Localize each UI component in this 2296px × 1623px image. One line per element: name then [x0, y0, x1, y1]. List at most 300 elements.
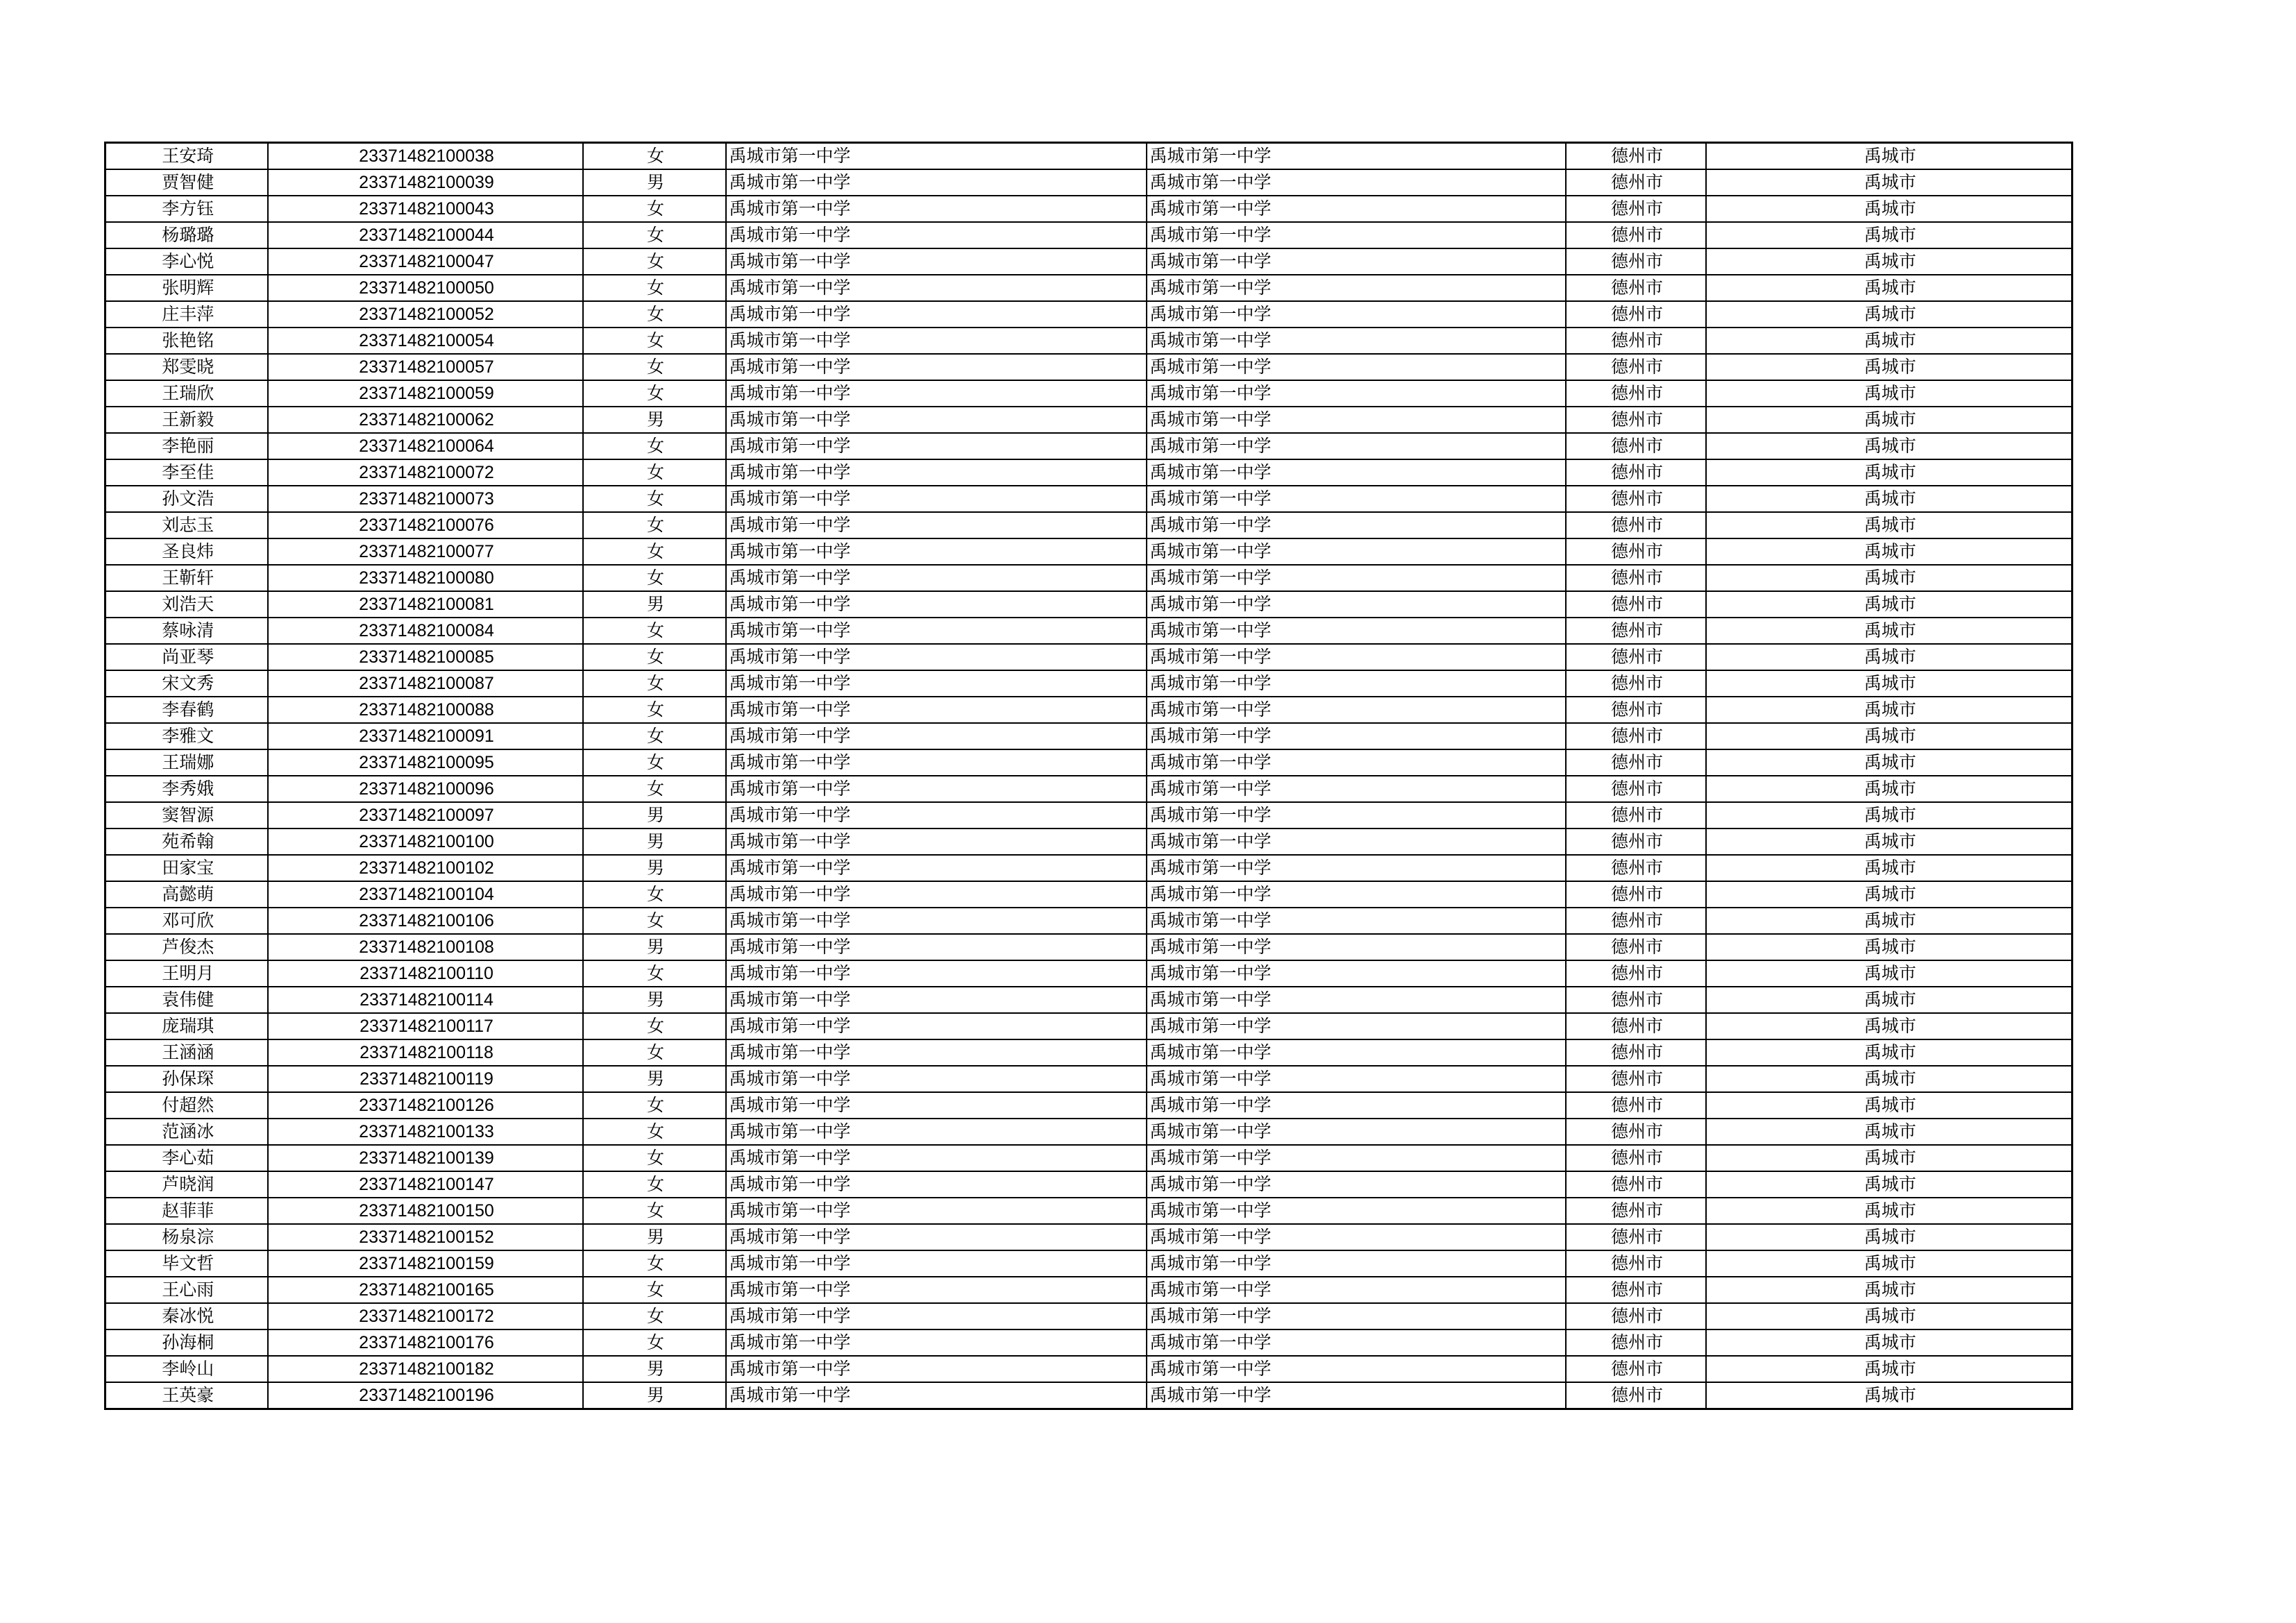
county-cell: 禹城市	[1706, 512, 2073, 538]
gender-cell: 女	[583, 196, 726, 222]
city-cell: 德州市	[1566, 565, 1706, 591]
admitting-school-cell: 禹城市第一中学	[1147, 1198, 1566, 1224]
county-cell: 禹城市	[1706, 1198, 2073, 1224]
table-row	[105, 1013, 2073, 1039]
exam-number-cell: 23371482100052	[268, 301, 583, 328]
exam-number-cell: 23371482100150	[268, 1198, 583, 1224]
admitting-school-cell: 禹城市第一中学	[1147, 1145, 1566, 1171]
graduating-school-cell: 禹城市第一中学	[726, 1039, 1147, 1066]
table-row	[105, 618, 2073, 644]
admitting-school-cell: 禹城市第一中学	[1147, 380, 1566, 407]
graduating-school-cell: 禹城市第一中学	[726, 248, 1147, 275]
city-cell: 德州市	[1566, 1303, 1706, 1329]
gender-cell: 女	[583, 1277, 726, 1303]
table-row	[105, 512, 2073, 538]
admitting-school-cell: 禹城市第一中学	[1147, 433, 1566, 459]
roster-body	[105, 143, 2073, 1409]
city-cell: 德州市	[1566, 486, 1706, 512]
county-cell: 禹城市	[1706, 248, 2073, 275]
admitting-school-cell: 禹城市第一中学	[1147, 1171, 1566, 1198]
gender-cell: 男	[583, 407, 726, 433]
county-cell: 禹城市	[1706, 697, 2073, 723]
student-name-cell: 田家宝	[105, 855, 268, 881]
graduating-school-cell: 禹城市第一中学	[726, 829, 1147, 855]
student-name-cell: 杨璐璐	[105, 222, 268, 248]
admitting-school-cell: 禹城市第一中学	[1147, 644, 1566, 670]
city-cell: 德州市	[1566, 1224, 1706, 1250]
city-cell: 德州市	[1566, 301, 1706, 328]
county-cell: 禹城市	[1706, 1066, 2073, 1092]
graduating-school-cell: 禹城市第一中学	[726, 618, 1147, 644]
county-cell: 禹城市	[1706, 829, 2073, 855]
county-cell: 禹城市	[1706, 1303, 2073, 1329]
city-cell: 德州市	[1566, 538, 1706, 565]
county-cell: 禹城市	[1706, 591, 2073, 618]
table-row	[105, 670, 2073, 697]
student-name-cell: 王新毅	[105, 407, 268, 433]
graduating-school-cell: 禹城市第一中学	[726, 1382, 1147, 1409]
table-row	[105, 1303, 2073, 1329]
gender-cell: 男	[583, 1224, 726, 1250]
gender-cell: 女	[583, 1303, 726, 1329]
county-cell: 禹城市	[1706, 618, 2073, 644]
exam-number-cell: 23371482100059	[268, 380, 583, 407]
student-name-cell: 刘浩天	[105, 591, 268, 618]
gender-cell: 女	[583, 565, 726, 591]
admitting-school-cell: 禹城市第一中学	[1147, 143, 1566, 170]
student-name-cell: 孙保琛	[105, 1066, 268, 1092]
graduating-school-cell: 禹城市第一中学	[726, 776, 1147, 802]
student-name-cell: 李岭山	[105, 1356, 268, 1382]
admitting-school-cell: 禹城市第一中学	[1147, 749, 1566, 776]
exam-number-cell: 23371482100100	[268, 829, 583, 855]
table-row	[105, 143, 2073, 170]
admitting-school-cell: 禹城市第一中学	[1147, 169, 1566, 196]
admitting-school-cell: 禹城市第一中学	[1147, 1224, 1566, 1250]
student-name-cell: 王瑞欣	[105, 380, 268, 407]
county-cell: 禹城市	[1706, 670, 2073, 697]
county-cell: 禹城市	[1706, 908, 2073, 934]
city-cell: 德州市	[1566, 354, 1706, 380]
admitting-school-cell: 禹城市第一中学	[1147, 222, 1566, 248]
admitting-school-cell: 禹城市第一中学	[1147, 486, 1566, 512]
county-cell: 禹城市	[1706, 1092, 2073, 1119]
exam-number-cell: 23371482100182	[268, 1356, 583, 1382]
county-cell: 禹城市	[1706, 960, 2073, 987]
graduating-school-cell: 禹城市第一中学	[726, 143, 1147, 170]
student-name-cell: 李秀娥	[105, 776, 268, 802]
student-name-cell: 李方钰	[105, 196, 268, 222]
student-name-cell: 赵菲菲	[105, 1198, 268, 1224]
table-row	[105, 1329, 2073, 1356]
table-row	[105, 1119, 2073, 1145]
graduating-school-cell: 禹城市第一中学	[726, 1066, 1147, 1092]
student-name-cell: 芦晓润	[105, 1171, 268, 1198]
city-cell: 德州市	[1566, 1119, 1706, 1145]
exam-number-cell: 23371482100038	[268, 143, 583, 170]
admitting-school-cell: 禹城市第一中学	[1147, 1382, 1566, 1409]
admitting-school-cell: 禹城市第一中学	[1147, 697, 1566, 723]
exam-number-cell: 23371482100126	[268, 1092, 583, 1119]
student-name-cell: 宋文秀	[105, 670, 268, 697]
exam-number-cell: 23371482100108	[268, 934, 583, 960]
student-name-cell: 尚亚琴	[105, 644, 268, 670]
county-cell: 禹城市	[1706, 644, 2073, 670]
graduating-school-cell: 禹城市第一中学	[726, 328, 1147, 354]
table-row	[105, 987, 2073, 1013]
city-cell: 德州市	[1566, 1277, 1706, 1303]
gender-cell: 男	[583, 934, 726, 960]
graduating-school-cell: 禹城市第一中学	[726, 987, 1147, 1013]
graduating-school-cell: 禹城市第一中学	[726, 1198, 1147, 1224]
table-row	[105, 1198, 2073, 1224]
graduating-school-cell: 禹城市第一中学	[726, 1356, 1147, 1382]
exam-number-cell: 23371482100106	[268, 908, 583, 934]
city-cell: 德州市	[1566, 934, 1706, 960]
gender-cell: 男	[583, 802, 726, 829]
gender-cell: 男	[583, 855, 726, 881]
exam-number-cell: 23371482100044	[268, 222, 583, 248]
city-cell: 德州市	[1566, 1329, 1706, 1356]
table-row	[105, 1250, 2073, 1277]
table-row	[105, 380, 2073, 407]
graduating-school-cell: 禹城市第一中学	[726, 459, 1147, 486]
graduating-school-cell: 禹城市第一中学	[726, 486, 1147, 512]
table-row	[105, 565, 2073, 591]
admitting-school-cell: 禹城市第一中学	[1147, 512, 1566, 538]
gender-cell: 女	[583, 1250, 726, 1277]
gender-cell: 男	[583, 169, 726, 196]
table-row	[105, 1277, 2073, 1303]
county-cell: 禹城市	[1706, 301, 2073, 328]
student-name-cell: 贾智健	[105, 169, 268, 196]
table-row	[105, 776, 2073, 802]
table-row	[105, 1356, 2073, 1382]
student-name-cell: 李艳丽	[105, 433, 268, 459]
graduating-school-cell: 禹城市第一中学	[726, 222, 1147, 248]
table-row	[105, 169, 2073, 196]
gender-cell: 女	[583, 723, 726, 749]
gender-cell: 男	[583, 1382, 726, 1409]
table-row	[105, 802, 2073, 829]
city-cell: 德州市	[1566, 1039, 1706, 1066]
county-cell: 禹城市	[1706, 723, 2073, 749]
city-cell: 德州市	[1566, 1250, 1706, 1277]
city-cell: 德州市	[1566, 829, 1706, 855]
county-cell: 禹城市	[1706, 749, 2073, 776]
gender-cell: 女	[583, 380, 726, 407]
student-name-cell: 庞瑞琪	[105, 1013, 268, 1039]
city-cell: 德州市	[1566, 433, 1706, 459]
admitting-school-cell: 禹城市第一中学	[1147, 987, 1566, 1013]
exam-number-cell: 23371482100080	[268, 565, 583, 591]
county-cell: 禹城市	[1706, 1224, 2073, 1250]
student-name-cell: 窦智源	[105, 802, 268, 829]
table-row	[105, 881, 2073, 908]
county-cell: 禹城市	[1706, 1250, 2073, 1277]
city-cell: 德州市	[1566, 697, 1706, 723]
city-cell: 德州市	[1566, 1356, 1706, 1382]
exam-number-cell: 23371482100085	[268, 644, 583, 670]
gender-cell: 女	[583, 354, 726, 380]
student-name-cell: 袁伟健	[105, 987, 268, 1013]
table-row	[105, 248, 2073, 275]
exam-number-cell: 23371482100062	[268, 407, 583, 433]
city-cell: 德州市	[1566, 1092, 1706, 1119]
admitting-school-cell: 禹城市第一中学	[1147, 881, 1566, 908]
city-cell: 德州市	[1566, 1013, 1706, 1039]
county-cell: 禹城市	[1706, 565, 2073, 591]
graduating-school-cell: 禹城市第一中学	[726, 433, 1147, 459]
gender-cell: 女	[583, 222, 726, 248]
city-cell: 德州市	[1566, 1171, 1706, 1198]
city-cell: 德州市	[1566, 248, 1706, 275]
roster-sheet	[104, 142, 2071, 1410]
admitting-school-cell: 禹城市第一中学	[1147, 670, 1566, 697]
gender-cell: 女	[583, 459, 726, 486]
gender-cell: 女	[583, 881, 726, 908]
table-row	[105, 275, 2073, 301]
admitting-school-cell: 禹城市第一中学	[1147, 855, 1566, 881]
graduating-school-cell: 禹城市第一中学	[726, 1171, 1147, 1198]
graduating-school-cell: 禹城市第一中学	[726, 354, 1147, 380]
county-cell: 禹城市	[1706, 1382, 2073, 1409]
table-row	[105, 960, 2073, 987]
exam-number-cell: 23371482100147	[268, 1171, 583, 1198]
gender-cell: 女	[583, 1198, 726, 1224]
student-name-cell: 秦冰悦	[105, 1303, 268, 1329]
admitting-school-cell: 禹城市第一中学	[1147, 354, 1566, 380]
graduating-school-cell: 禹城市第一中学	[726, 1224, 1147, 1250]
table-row	[105, 459, 2073, 486]
county-cell: 禹城市	[1706, 486, 2073, 512]
county-cell: 禹城市	[1706, 1145, 2073, 1171]
admitting-school-cell: 禹城市第一中学	[1147, 618, 1566, 644]
county-cell: 禹城市	[1706, 1171, 2073, 1198]
county-cell: 禹城市	[1706, 538, 2073, 565]
gender-cell: 女	[583, 749, 726, 776]
student-name-cell: 杨泉淙	[105, 1224, 268, 1250]
admitting-school-cell: 禹城市第一中学	[1147, 802, 1566, 829]
gender-cell: 女	[583, 275, 726, 301]
graduating-school-cell: 禹城市第一中学	[726, 512, 1147, 538]
student-name-cell: 毕文哲	[105, 1250, 268, 1277]
exam-number-cell: 23371482100088	[268, 697, 583, 723]
student-name-cell: 王安琦	[105, 143, 268, 170]
student-name-cell: 张明辉	[105, 275, 268, 301]
graduating-school-cell: 禹城市第一中学	[726, 565, 1147, 591]
exam-number-cell: 23371482100152	[268, 1224, 583, 1250]
graduating-school-cell: 禹城市第一中学	[726, 670, 1147, 697]
exam-number-cell: 23371482100087	[268, 670, 583, 697]
graduating-school-cell: 禹城市第一中学	[726, 169, 1147, 196]
gender-cell: 女	[583, 1329, 726, 1356]
gender-cell: 女	[583, 1145, 726, 1171]
graduating-school-cell: 禹城市第一中学	[726, 697, 1147, 723]
gender-cell: 女	[583, 697, 726, 723]
student-name-cell: 王靳轩	[105, 565, 268, 591]
graduating-school-cell: 禹城市第一中学	[726, 1145, 1147, 1171]
city-cell: 德州市	[1566, 380, 1706, 407]
gender-cell: 女	[583, 1171, 726, 1198]
county-cell: 禹城市	[1706, 855, 2073, 881]
student-name-cell: 王心雨	[105, 1277, 268, 1303]
gender-cell: 男	[583, 1356, 726, 1382]
exam-number-cell: 23371482100091	[268, 723, 583, 749]
table-row	[105, 1092, 2073, 1119]
graduating-school-cell: 禹城市第一中学	[726, 1250, 1147, 1277]
city-cell: 德州市	[1566, 407, 1706, 433]
table-row	[105, 697, 2073, 723]
student-name-cell: 邓可欣	[105, 908, 268, 934]
graduating-school-cell: 禹城市第一中学	[726, 1303, 1147, 1329]
student-name-cell: 李至佳	[105, 459, 268, 486]
exam-number-cell: 23371482100047	[268, 248, 583, 275]
graduating-school-cell: 禹城市第一中学	[726, 1013, 1147, 1039]
student-name-cell: 庄丰萍	[105, 301, 268, 328]
exam-number-cell: 23371482100118	[268, 1039, 583, 1066]
county-cell: 禹城市	[1706, 328, 2073, 354]
gender-cell: 女	[583, 670, 726, 697]
exam-number-cell: 23371482100081	[268, 591, 583, 618]
exam-number-cell: 23371482100119	[268, 1066, 583, 1092]
admitting-school-cell: 禹城市第一中学	[1147, 1092, 1566, 1119]
table-row	[105, 222, 2073, 248]
table-row	[105, 1039, 2073, 1066]
student-name-cell: 王英豪	[105, 1382, 268, 1409]
gender-cell: 女	[583, 776, 726, 802]
table-row	[105, 301, 2073, 328]
exam-number-cell: 23371482100172	[268, 1303, 583, 1329]
admitting-school-cell: 禹城市第一中学	[1147, 407, 1566, 433]
county-cell: 禹城市	[1706, 433, 2073, 459]
table-row	[105, 723, 2073, 749]
admitting-school-cell: 禹城市第一中学	[1147, 1329, 1566, 1356]
county-cell: 禹城市	[1706, 1329, 2073, 1356]
city-cell: 德州市	[1566, 196, 1706, 222]
exam-number-cell: 23371482100084	[268, 618, 583, 644]
table-row	[105, 908, 2073, 934]
city-cell: 德州市	[1566, 143, 1706, 170]
city-cell: 德州市	[1566, 618, 1706, 644]
city-cell: 德州市	[1566, 275, 1706, 301]
graduating-school-cell: 禹城市第一中学	[726, 196, 1147, 222]
student-name-cell: 蔡咏清	[105, 618, 268, 644]
graduating-school-cell: 禹城市第一中学	[726, 749, 1147, 776]
gender-cell: 女	[583, 1092, 726, 1119]
table-row	[105, 538, 2073, 565]
county-cell: 禹城市	[1706, 354, 2073, 380]
admitting-school-cell: 禹城市第一中学	[1147, 829, 1566, 855]
city-cell: 德州市	[1566, 960, 1706, 987]
gender-cell: 女	[583, 618, 726, 644]
student-name-cell: 付超然	[105, 1092, 268, 1119]
table-row	[105, 486, 2073, 512]
exam-number-cell: 23371482100110	[268, 960, 583, 987]
graduating-school-cell: 禹城市第一中学	[726, 1329, 1147, 1356]
student-name-cell: 李春鹤	[105, 697, 268, 723]
gender-cell: 女	[583, 143, 726, 170]
table-row	[105, 433, 2073, 459]
gender-cell: 男	[583, 987, 726, 1013]
table-row	[105, 591, 2073, 618]
admitting-school-cell: 禹城市第一中学	[1147, 565, 1566, 591]
admitting-school-cell: 禹城市第一中学	[1147, 1013, 1566, 1039]
gender-cell: 女	[583, 644, 726, 670]
city-cell: 德州市	[1566, 1382, 1706, 1409]
exam-number-cell: 23371482100165	[268, 1277, 583, 1303]
admitting-school-cell: 禹城市第一中学	[1147, 908, 1566, 934]
exam-number-cell: 23371482100076	[268, 512, 583, 538]
table-row	[105, 934, 2073, 960]
admitting-school-cell: 禹城市第一中学	[1147, 328, 1566, 354]
county-cell: 禹城市	[1706, 143, 2073, 170]
exam-number-cell: 23371482100043	[268, 196, 583, 222]
gender-cell: 女	[583, 512, 726, 538]
admitting-school-cell: 禹城市第一中学	[1147, 1066, 1566, 1092]
table-row	[105, 196, 2073, 222]
student-name-cell: 郑雯晓	[105, 354, 268, 380]
county-cell: 禹城市	[1706, 407, 2073, 433]
gender-cell: 女	[583, 960, 726, 987]
gender-cell: 女	[583, 1119, 726, 1145]
city-cell: 德州市	[1566, 459, 1706, 486]
exam-number-cell: 23371482100057	[268, 354, 583, 380]
graduating-school-cell: 禹城市第一中学	[726, 407, 1147, 433]
county-cell: 禹城市	[1706, 802, 2073, 829]
graduating-school-cell: 禹城市第一中学	[726, 301, 1147, 328]
city-cell: 德州市	[1566, 881, 1706, 908]
city-cell: 德州市	[1566, 222, 1706, 248]
exam-number-cell: 23371482100117	[268, 1013, 583, 1039]
gender-cell: 男	[583, 591, 726, 618]
exam-number-cell: 23371482100133	[268, 1119, 583, 1145]
admitting-school-cell: 禹城市第一中学	[1147, 538, 1566, 565]
student-name-cell: 王瑞娜	[105, 749, 268, 776]
graduating-school-cell: 禹城市第一中学	[726, 538, 1147, 565]
admitting-school-cell: 禹城市第一中学	[1147, 1250, 1566, 1277]
city-cell: 德州市	[1566, 1066, 1706, 1092]
table-row	[105, 354, 2073, 380]
table-row	[105, 829, 2073, 855]
exam-number-cell: 23371482100096	[268, 776, 583, 802]
county-cell: 禹城市	[1706, 934, 2073, 960]
student-name-cell: 李雅文	[105, 723, 268, 749]
county-cell: 禹城市	[1706, 1119, 2073, 1145]
county-cell: 禹城市	[1706, 1039, 2073, 1066]
county-cell: 禹城市	[1706, 776, 2073, 802]
exam-number-cell: 23371482100104	[268, 881, 583, 908]
exam-number-cell: 23371482100159	[268, 1250, 583, 1277]
student-name-cell: 王明月	[105, 960, 268, 987]
graduating-school-cell: 禹城市第一中学	[726, 591, 1147, 618]
gender-cell: 女	[583, 908, 726, 934]
admitting-school-cell: 禹城市第一中学	[1147, 196, 1566, 222]
gender-cell: 女	[583, 1039, 726, 1066]
city-cell: 德州市	[1566, 723, 1706, 749]
exam-number-cell: 23371482100050	[268, 275, 583, 301]
city-cell: 德州市	[1566, 644, 1706, 670]
city-cell: 德州市	[1566, 908, 1706, 934]
city-cell: 德州市	[1566, 776, 1706, 802]
admitting-school-cell: 禹城市第一中学	[1147, 275, 1566, 301]
table-row	[105, 1382, 2073, 1409]
exam-number-cell: 23371482100054	[268, 328, 583, 354]
city-cell: 德州市	[1566, 328, 1706, 354]
student-name-cell: 李心茹	[105, 1145, 268, 1171]
student-name-cell: 孙文浩	[105, 486, 268, 512]
city-cell: 德州市	[1566, 591, 1706, 618]
